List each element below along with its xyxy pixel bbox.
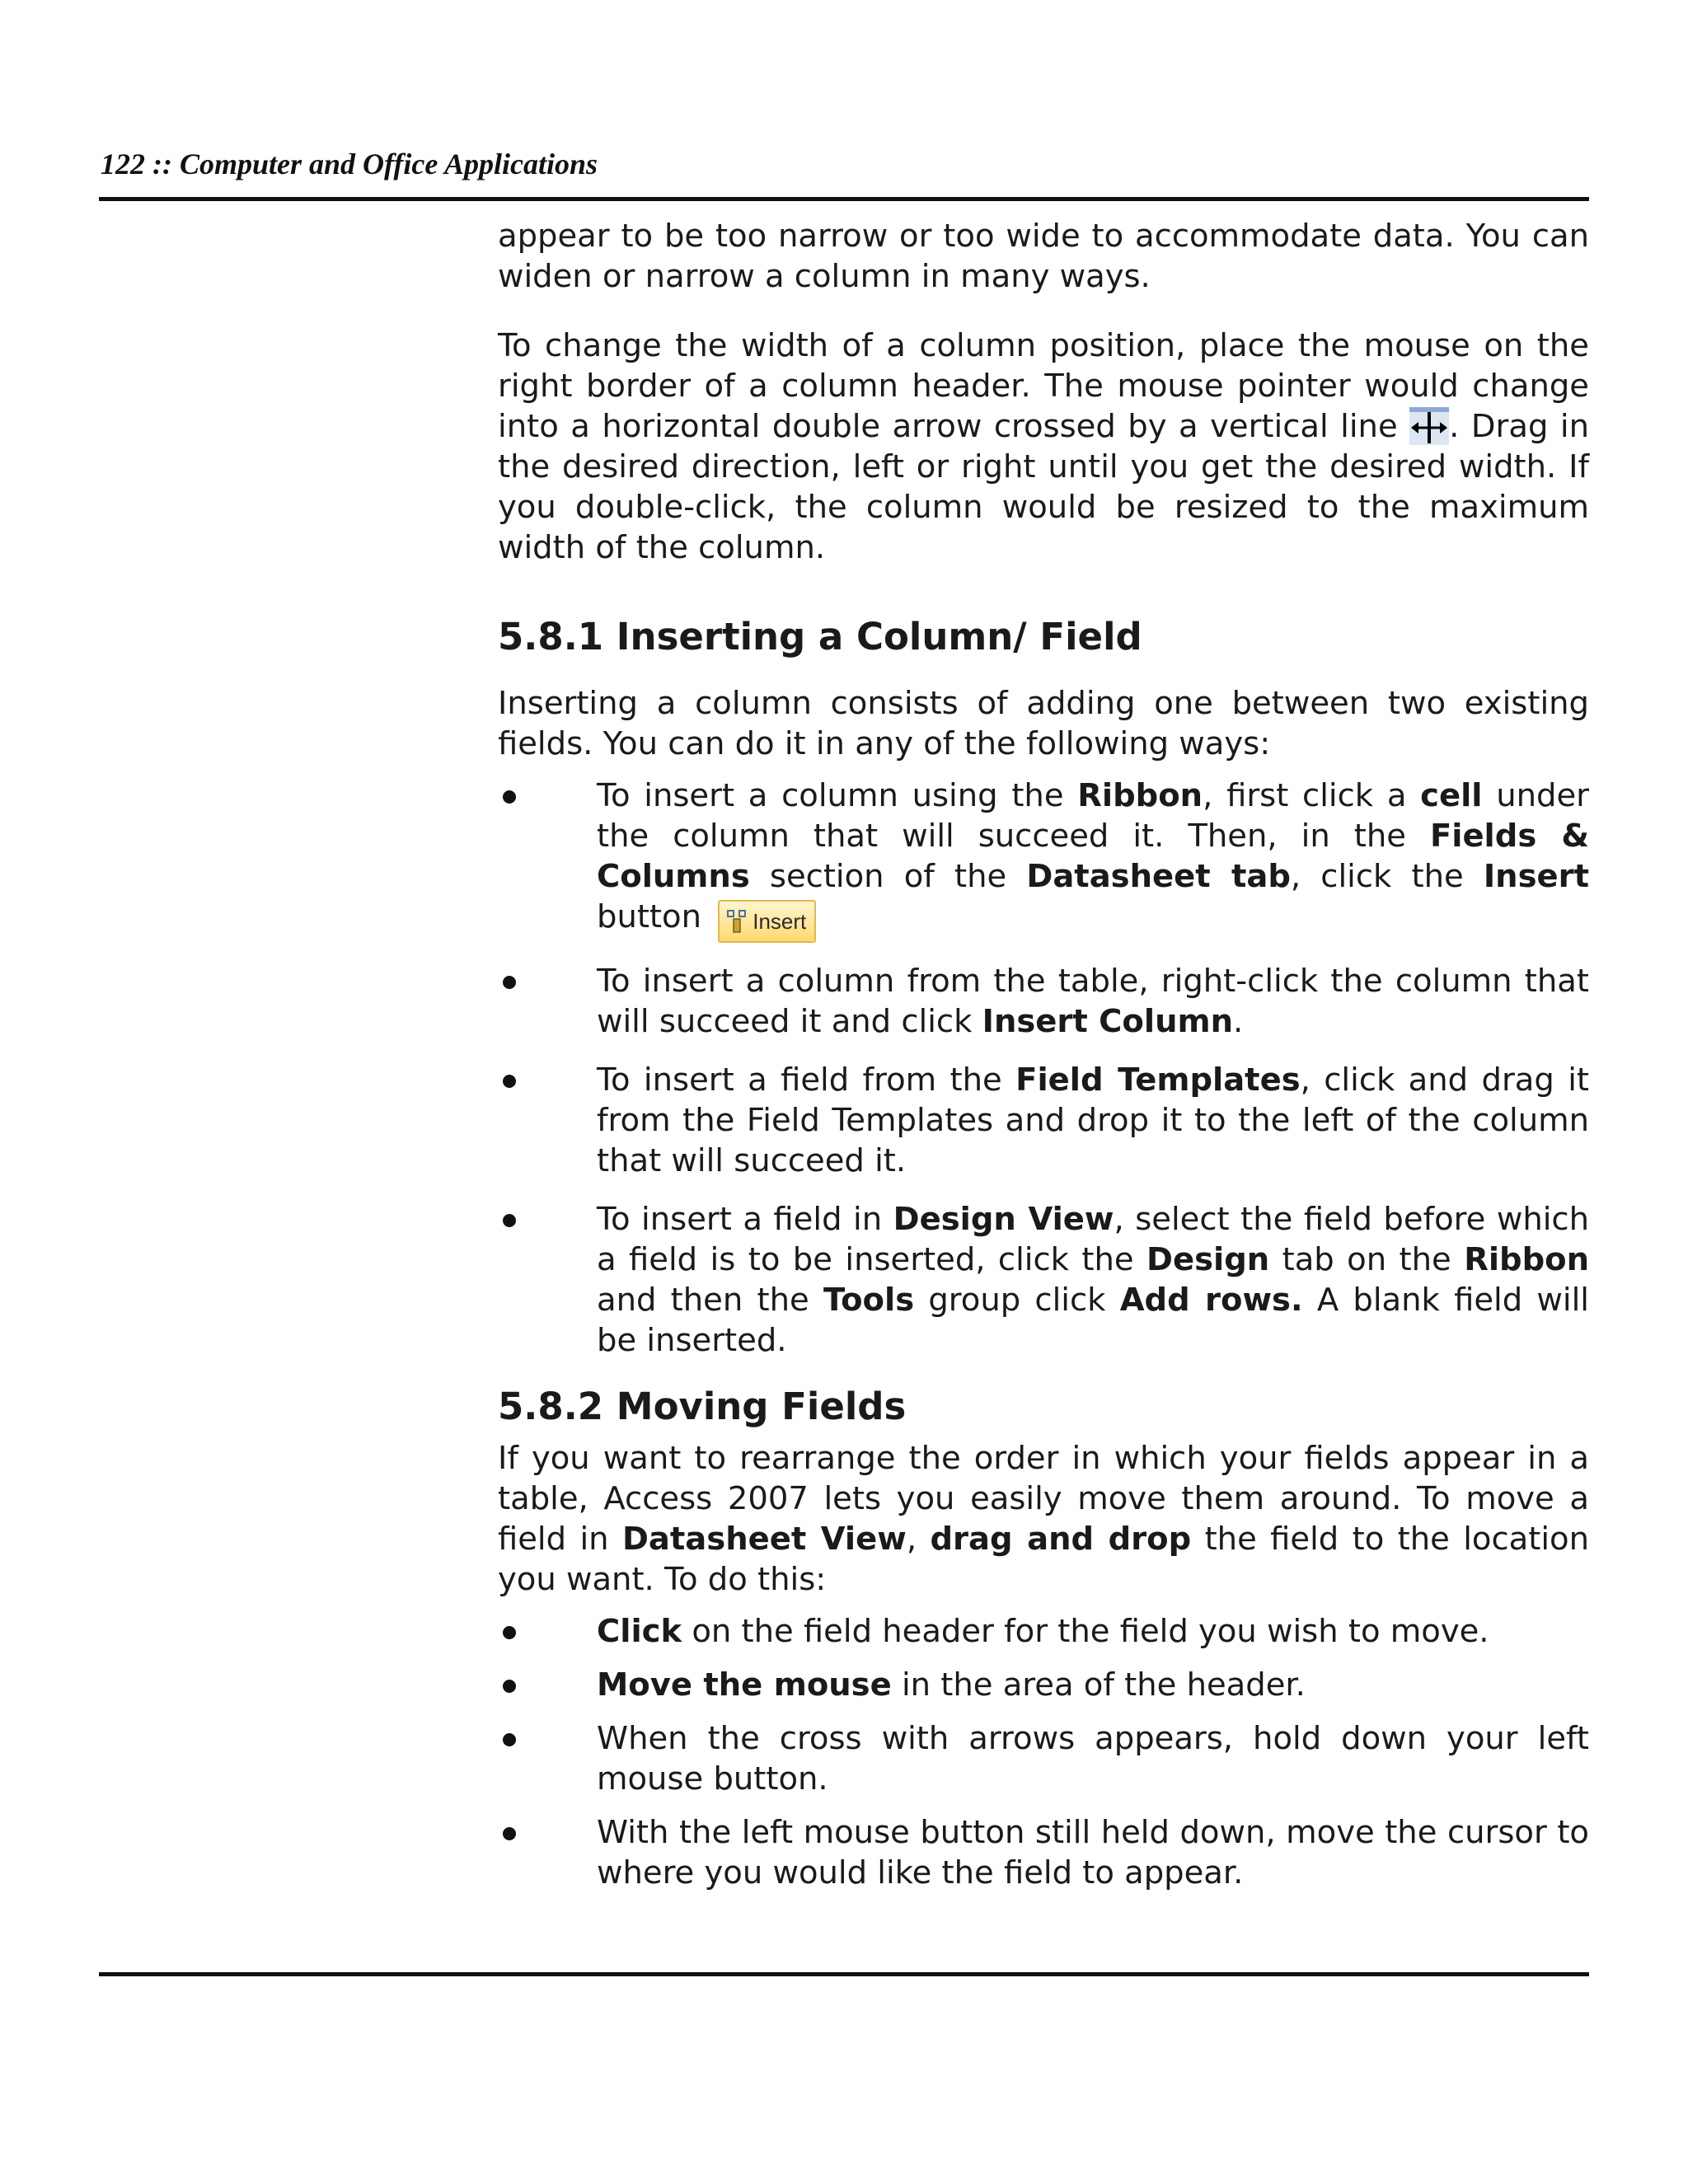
- section-5-8-2-intro: If you want to rearrange the order in which your fields appear in a table, Access 2007 lets you easily move them around. To move a field in Datasheet View, drag and drop the field to the location you want. To do this:: [498, 1440, 1589, 1598]
- bullet-icon: [503, 1214, 516, 1227]
- bullet-icon: [503, 1075, 516, 1088]
- footer-rule: [99, 1972, 1589, 1976]
- header-rule: [99, 197, 1589, 201]
- bullet-icon: [503, 1827, 516, 1840]
- list-item: To insert a field in Design View, select the field before which a field is to be inserted, click the Design tab on the Ribbon and then the Tools group click Add rows. A blank field will be inserted.: [498, 1199, 1589, 1361]
- list-item: Move the mouse in the area of the header.: [498, 1665, 1589, 1705]
- bullet-icon: [503, 1733, 516, 1746]
- section-heading-5-8-2: 5.8.2 Moving Fields: [498, 1385, 907, 1428]
- bullet-icon: [503, 790, 516, 804]
- running-head: 122 :: Computer and Office Applications: [101, 148, 598, 180]
- page-body: [498, 216, 1589, 1906]
- list-item: To insert a column using the Ribbon, first click a cell under the column that will succeed it. Then, in the Fields & Columns section of the Datasheet tab, click the Insert button Insert: [498, 776, 1589, 943]
- intro-paragraph-2: To change the width of a column position, place the mouse on the right border of a column header. The mouse pointer would change into a horizontal double arrow crossed by a vertical line . Drag in the desired direction, left or right until you get the desired width. If you double-click, the column would be resized to the maximum width of the column.: [498, 327, 1589, 566]
- list-item: To insert a field from the Field Templates, click and drag it from the Field Templates and drop it to the left of the column that will succeed it.: [498, 1060, 1589, 1181]
- insert-column-icon: [726, 909, 748, 934]
- list-item: Click on the field header for the field you wish to move.: [498, 1611, 1589, 1652]
- bullet-icon: [503, 1626, 516, 1639]
- list-item: To insert a column from the table, right-click the column that will succeed it and click Insert Column.: [498, 961, 1589, 1042]
- bullet-icon: [503, 1680, 516, 1693]
- resize-column-cursor-icon: [1409, 407, 1449, 445]
- section-heading-5-8-1: 5.8.1 Inserting a Column/ Field: [498, 615, 1142, 658]
- bullet-icon: [503, 976, 516, 989]
- list-item: With the left mouse button still held down, move the cursor to where you would like the field to appear.: [498, 1812, 1589, 1893]
- insert-methods-list: [498, 776, 1589, 1361]
- insert-button-image: Insert: [718, 900, 816, 943]
- section-5-8-1-intro: Inserting a column consists of adding one between two existing fields. You can do it in any of the following ways:: [498, 685, 1589, 762]
- move-fields-steps-list: [498, 1611, 1589, 1893]
- intro-paragraph-1: appear to be too narrow or too wide to accommodate data. You can widen or narrow a column in many ways.: [498, 218, 1589, 295]
- list-item: When the cross with arrows appears, hold down your left mouse button.: [498, 1718, 1589, 1799]
